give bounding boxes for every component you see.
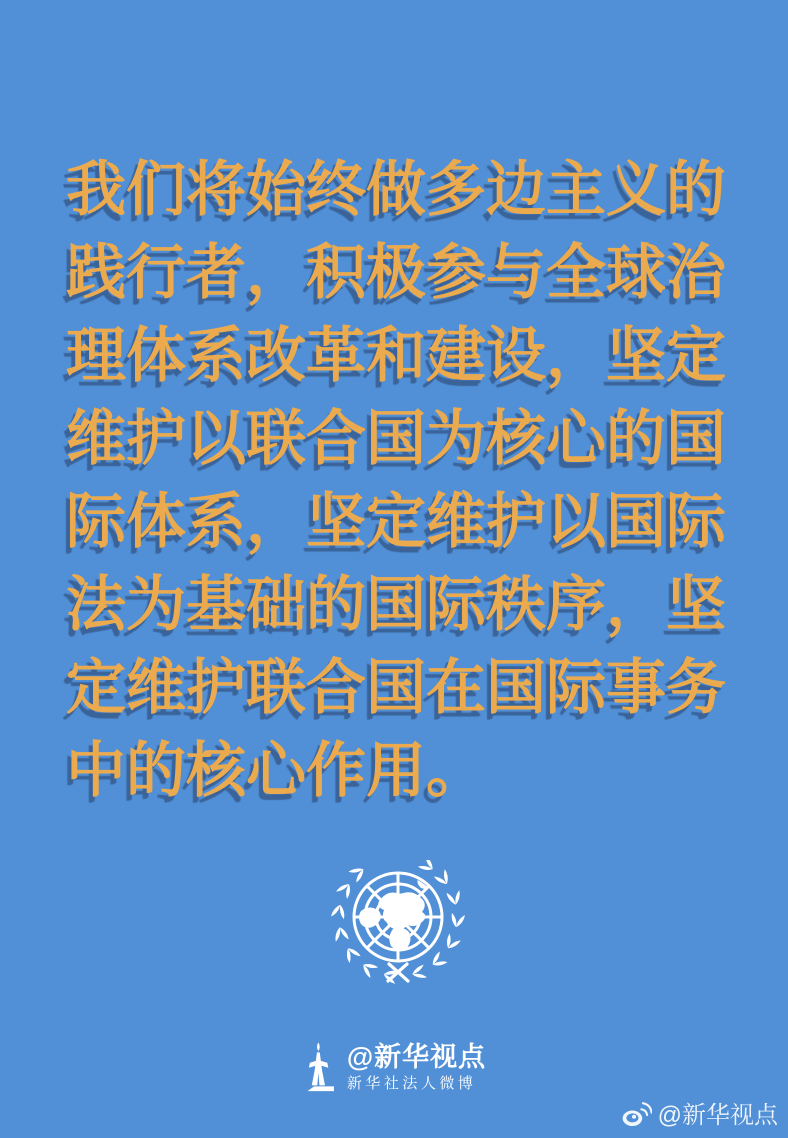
xinhua-watermark-text: [347, 1042, 486, 1092]
weibo-account-subtitle: 新华社法人微博: [346, 1075, 477, 1092]
quote-line-5: 际体系，坚定维护以国际: [66, 487, 726, 557]
quote-line-6: 法为基础的国际秩序，坚: [66, 570, 726, 640]
quote-line-3: 理体系改革和建设，坚定: [66, 321, 726, 391]
weibo-account-name: @新华视点: [346, 1042, 487, 1072]
quote-line-7: 定维护联合国在国际事务: [66, 653, 726, 723]
quote-text: [66, 149, 746, 813]
weibo-icon: [621, 1099, 652, 1127]
xinhua-watermark: [302, 1041, 486, 1093]
quote-line-1: 我们将始终做多边主义的: [66, 155, 726, 225]
weibo-watermark: [621, 1095, 778, 1130]
quote-line-8: 中的核心作用。: [66, 736, 486, 806]
quote-line-4: 维护以联合国为核心的国: [66, 404, 726, 474]
quote-line-2: 践行者，积极参与全球治: [66, 238, 726, 308]
xinhua-monument-icon: [302, 1041, 336, 1093]
weibo-watermark-label: @新华视点: [657, 1102, 778, 1129]
un-emblem-icon: [320, 860, 476, 990]
